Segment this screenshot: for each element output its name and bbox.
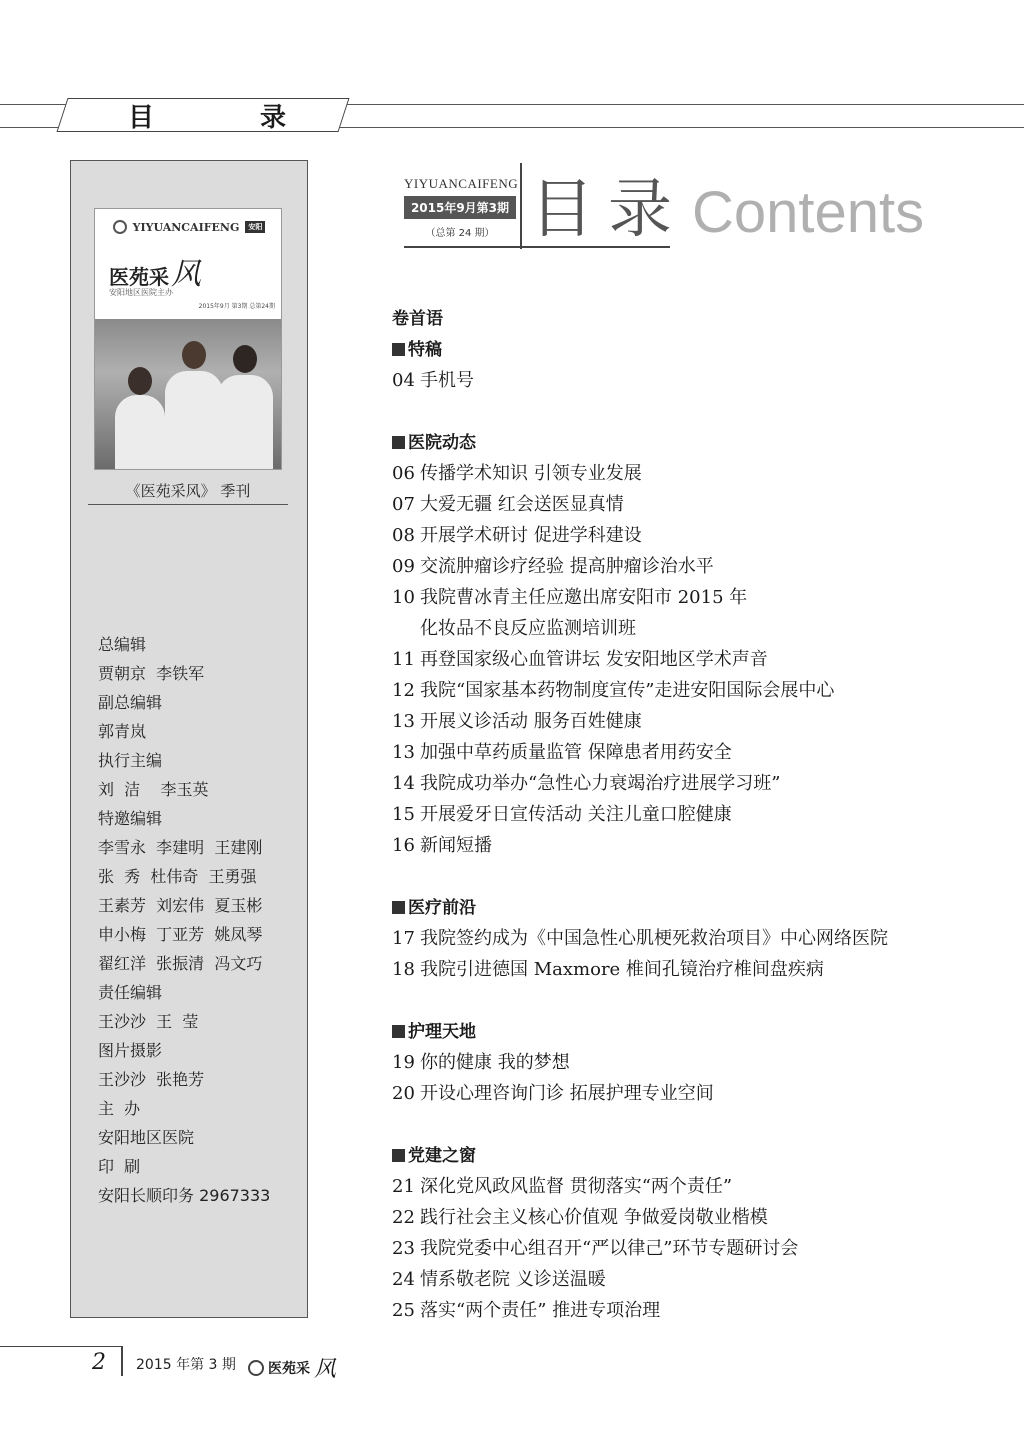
- square-bullet-icon: [392, 343, 405, 356]
- staff-line: 翟红洋 张振清 冯文巧: [98, 954, 263, 973]
- cover-brand-en: YIYUANCAIFENG: [132, 220, 240, 234]
- toc-preface[interactable]: 卷首语: [392, 309, 443, 329]
- toc-section-heading: 医院动态: [392, 428, 476, 453]
- toc-entry[interactable]: 04 手机号: [392, 370, 474, 391]
- masthead-total-issue: （总第 24 期）: [425, 228, 495, 239]
- page-number: 2: [92, 1350, 106, 1375]
- staff-line: 责任编辑: [98, 983, 163, 1002]
- square-bullet-icon: [392, 1025, 405, 1038]
- square-bullet-icon: [392, 901, 405, 914]
- staff-line: 李雪永 李建明 王建刚: [98, 838, 263, 857]
- staff-line: 执行主编: [98, 751, 163, 770]
- logo-icon: [113, 220, 127, 234]
- header-title-left: 目: [128, 102, 157, 133]
- staff-line: 副总编辑: [98, 693, 163, 712]
- cover-brand-badge: 安阳: [245, 221, 265, 233]
- staff-line: 刘 洁 李玉英: [98, 780, 209, 799]
- square-bullet-icon: [392, 1149, 405, 1162]
- contents-title-cn: 目录: [530, 173, 686, 247]
- cover-photo: [95, 319, 282, 470]
- toc-entry[interactable]: 15 开展爱牙日宣传活动 关注儿童口腔健康: [392, 804, 732, 825]
- cover-issue: 2015年9月 第3期 总第24期: [198, 303, 275, 310]
- toc-section-heading: 党建之窗: [392, 1141, 476, 1166]
- toc-entry[interactable]: 22 践行社会主义核心价值观 争做爱岗敬业楷模: [392, 1207, 768, 1228]
- cover-title-main: 医苑采: [109, 265, 169, 289]
- toc-entry[interactable]: 18 我院引进德国 Maxmore 椎间孔镜治疗椎间盘疾病: [392, 959, 824, 980]
- toc-entry[interactable]: 24 情系敬老院 义诊送温暖: [392, 1269, 606, 1290]
- toc-entry[interactable]: 06 传播学术知识 引领专业发展: [392, 463, 642, 484]
- square-bullet-icon: [392, 436, 405, 449]
- toc-entry[interactable]: 14 我院成功举办“急性心力衰竭治疗进展学习班”: [392, 773, 781, 794]
- header-title-right: 录: [259, 102, 288, 133]
- toc-entry[interactable]: 13 开展义诊活动 服务百姓健康: [392, 711, 642, 732]
- cover-subtitle: 安阳地区医院主办: [109, 288, 173, 297]
- toc-section-heading: 特稿: [392, 335, 442, 360]
- toc-entry[interactable]: 16 新闻短播: [392, 835, 492, 856]
- toc-entry[interactable]: 17 我院签约成为《中国急性心肌梗死救治项目》中心网络医院: [392, 928, 888, 949]
- editorial-staff-list: [98, 630, 304, 1210]
- magazine-cover: [94, 208, 282, 470]
- toc-entry[interactable]: 13 加强中草药质量监管 保障患者用药安全: [392, 742, 732, 763]
- toc-entry-continued[interactable]: 化妆品不良反应监测培训班: [420, 618, 636, 639]
- staff-line: 王沙沙 张艳芳: [98, 1070, 205, 1089]
- masthead-issue-date: 2015年9月第3期: [404, 196, 516, 219]
- staff-line: 贾朝京 李铁军: [98, 664, 205, 683]
- toc-entry[interactable]: 21 深化党风政风监督 贯彻落实“两个责任”: [392, 1176, 733, 1197]
- staff-line: 张 秀 杜伟奇 王勇强: [98, 867, 257, 886]
- staff-line: 安阳长顺印务 2967333: [98, 1186, 271, 1205]
- toc-entry[interactable]: 12 我院“国家基本药物制度宣传”走进安阳国际会展中心: [392, 680, 835, 701]
- footer-logo-script: 风: [314, 1357, 337, 1382]
- caption-divider: [88, 504, 288, 505]
- contents-title-en: Contents: [692, 180, 925, 245]
- cover-brand: [95, 217, 282, 237]
- staff-line: 王沙沙 王 莹: [98, 1012, 199, 1031]
- photo-person-center: [165, 341, 223, 470]
- toc-entry[interactable]: 10 我院曹冰青主任应邀出席安阳市 2015 年: [392, 587, 748, 608]
- footer-issue: 2015 年第 3 期: [136, 1357, 236, 1373]
- staff-line: 郭青岚: [98, 722, 147, 741]
- toc-entry[interactable]: 07 大爱无疆 红会送医显真情: [392, 494, 624, 515]
- toc-section-heading: 护理天地: [392, 1017, 476, 1042]
- masthead-brand-en: YIYUANCAIFENG: [404, 176, 519, 191]
- photo-person-left: [115, 361, 165, 470]
- footer-rule: [0, 1346, 122, 1347]
- staff-line: 申小梅 丁亚芳 姚凤琴: [98, 925, 263, 944]
- header-title: [128, 100, 288, 133]
- toc-section-heading: 医疗前沿: [392, 893, 476, 918]
- footer-logo-main: 医苑采: [268, 1360, 310, 1377]
- photo-person-right: [217, 343, 273, 470]
- cover-caption: 《医苑采风》 季刊: [125, 482, 251, 500]
- footer-divider: [121, 1346, 123, 1376]
- toc-entry[interactable]: 20 开设心理咨询门诊 拓展护理专业空间: [392, 1083, 714, 1104]
- staff-line: 特邀编辑: [98, 809, 163, 828]
- cover-title-script: 风: [171, 257, 201, 292]
- masthead-divider: [520, 163, 522, 249]
- masthead-block: [404, 176, 519, 239]
- staff-line: 安阳地区医院: [98, 1128, 195, 1147]
- toc-entry[interactable]: 23 我院党委中心组召开“严以律己”环节专题研讨会: [392, 1238, 799, 1259]
- footer-logo: [248, 1352, 336, 1383]
- logo-icon: [248, 1360, 264, 1376]
- toc-entry[interactable]: 25 落实“两个责任” 推进专项治理: [392, 1300, 661, 1321]
- staff-line: 印 刷: [98, 1157, 141, 1176]
- staff-line: 图片摄影: [98, 1041, 163, 1060]
- toc-entry[interactable]: 11 再登国家级心血管讲坛 发安阳地区学术声音: [392, 649, 768, 670]
- toc-entry[interactable]: 19 你的健康 我的梦想: [392, 1052, 570, 1073]
- staff-line: 主 办: [98, 1099, 141, 1118]
- staff-line: 王素芳 刘宏伟 夏玉彬: [98, 896, 263, 915]
- toc-entry[interactable]: 09 交流肿瘤诊疗经验 提高肿瘤诊治水平: [392, 556, 714, 577]
- toc-entry[interactable]: 08 开展学术研讨 促进学科建设: [392, 525, 642, 546]
- staff-line: 总编辑: [98, 635, 147, 654]
